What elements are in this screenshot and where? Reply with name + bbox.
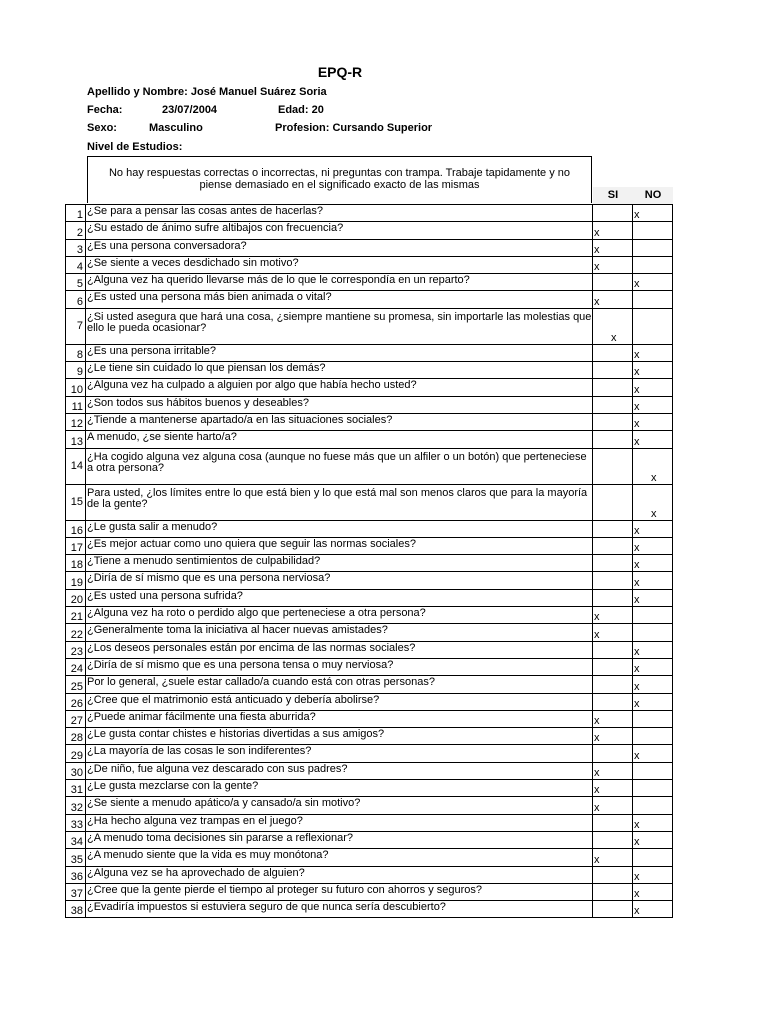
instructions-text: No hay respuestas correctas o incorrectas, ni preguntas con trampa. Trabaje tapidamente y no piense demasiado en el significado exacto de las mismas [108,167,571,191]
question-number: 31 [66,780,86,797]
edad-value: 20 [311,104,324,116]
table-row [66,379,673,396]
question-text: ¿Es usted una persona sufrida? [86,589,593,606]
answer-no-cell[interactable] [633,710,673,727]
question-number: 28 [66,728,86,745]
page-title: EPQ-R [317,64,363,80]
answer-no-cell[interactable] [633,693,673,710]
answer-no-mark: x [634,749,640,762]
question-text: ¿La mayoría de las cosas le son indiferentes? [86,745,593,762]
question-text: ¿A menudo siente que la vida es muy monótona? [86,849,593,866]
question-number: 37 [66,883,86,900]
answer-si-mark: x [594,243,600,256]
question-number: 2 [66,222,86,239]
table-row [66,256,673,273]
question-text: ¿Se siente a menudo apático/a y cansado/a sin motivo? [86,797,593,814]
answer-no-cell[interactable] [633,676,673,693]
answer-si-cell[interactable] [593,308,633,344]
question-number: 12 [66,413,86,430]
instructions-box [87,156,592,203]
answer-no-mark: x [634,418,640,431]
answer-no-cell[interactable] [633,413,673,430]
table-row [66,658,673,675]
answer-si-cell[interactable] [593,379,633,396]
question-text: ¿Se para a pensar las cosas antes de hacerlas? [86,205,593,222]
question-number: 36 [66,866,86,883]
question-text: ¿Le gusta salir a menudo? [86,520,593,537]
answer-no-cell[interactable] [633,239,673,256]
question-text: ¿Su estado de ánimo sufre altibajos con frecuencia? [86,222,593,239]
table-row [66,537,673,554]
edad-row [278,104,324,116]
answer-si-cell[interactable] [593,344,633,361]
answer-si-cell[interactable] [593,849,633,866]
question-text: A menudo, ¿se siente harto/a? [86,431,593,448]
answer-no-mark: x [634,697,640,710]
name-value: José Manuel Suárez Soria [190,86,327,98]
question-number: 29 [66,745,86,762]
name-row [87,86,327,98]
answer-si-mark: x [594,226,600,239]
answer-si-mark: x [594,628,600,641]
answer-si-cell[interactable] [593,901,633,918]
answer-si-mark: x [594,784,600,797]
question-text: ¿Alguna vez se ha aprovechado de alguien? [86,866,593,883]
answer-si-mark: x [594,611,600,624]
question-number: 8 [66,344,86,361]
table-row [66,396,673,413]
answer-no-cell[interactable] [633,537,673,554]
answer-no-cell[interactable] [633,901,673,918]
answer-no-cell[interactable] [633,205,673,222]
questions-table [65,204,673,918]
answer-si-mark: x [594,295,600,308]
answer-no-mark: x [634,542,640,555]
answer-no-mark: x [634,400,640,413]
question-number: 21 [66,607,86,624]
name-label: Apellido y Nombre: [87,86,188,98]
answer-no-cell[interactable] [633,745,673,762]
answer-no-cell[interactable] [633,572,673,589]
answer-no-mark: x [634,383,640,396]
answer-si-mark: x [594,261,600,274]
question-text: Por lo general, ¿suele estar callado/a cuando está con otras personas? [86,676,593,693]
answer-no-mark: x [634,435,640,448]
answer-si-mark: x [594,767,600,780]
answer-no-cell[interactable] [633,431,673,448]
answer-no-cell[interactable] [633,274,673,291]
profesion-value: Cursando Superior [332,122,433,134]
table-row [66,520,673,537]
estudios-label: Nivel de Estudios: [87,141,183,153]
si-column-header: SI [593,187,633,204]
answer-no-cell[interactable] [633,362,673,379]
answer-si-cell[interactable] [593,624,633,641]
question-number: 20 [66,589,86,606]
answer-no-mark: x [634,870,640,883]
answer-si-cell[interactable] [593,413,633,430]
question-number: 27 [66,710,86,727]
answer-no-mark: x [634,576,640,589]
question-text: ¿De niño, fue alguna vez descarado con sus padres? [86,762,593,779]
answer-si-mark: x [594,715,600,728]
question-text: ¿Alguna vez ha culpado a alguien por algo que había hecho usted? [86,379,593,396]
answer-no-mark: x [634,524,640,537]
question-number: 34 [66,831,86,848]
table-row [66,745,673,762]
question-number: 1 [66,205,86,222]
answer-si-cell[interactable] [593,431,633,448]
answer-si-cell[interactable] [593,814,633,831]
answer-no-mark: x [634,836,640,849]
answer-no-mark: x [634,594,640,607]
answer-si-cell[interactable] [593,710,633,727]
answer-no-cell[interactable] [633,291,673,308]
question-text: ¿Alguna vez ha roto o perdido algo que perteneciese a otra persona? [86,607,593,624]
question-text: ¿Ha hecho alguna vez trampas en el juego? [86,814,593,831]
question-number: 3 [66,239,86,256]
question-number: 18 [66,555,86,572]
sexo-value: Masculino [149,122,203,134]
table-row [66,780,673,797]
answer-si-cell[interactable] [593,396,633,413]
profesion-row [275,122,432,134]
answer-si-cell[interactable] [593,831,633,848]
table-row [66,849,673,866]
table-row [66,344,673,361]
table-row [66,728,673,745]
question-number: 24 [66,658,86,675]
question-text: ¿Evadiría impuestos si estuviera seguro de que nunca sería descubierto? [86,901,593,918]
table-row [66,448,673,484]
question-number: 9 [66,362,86,379]
answer-no-mark: x [651,507,657,520]
fecha-label: Fecha: [87,104,123,116]
table-row [66,797,673,814]
question-text: ¿Le gusta contar chistes e historias divertidas a sus amigos? [86,728,593,745]
table-row [66,814,673,831]
question-text: ¿Es usted una persona más bien animada o vital? [86,291,593,308]
answer-si-cell[interactable] [593,256,633,273]
sexo-label: Sexo: [87,122,117,134]
answer-si-cell[interactable] [593,274,633,291]
question-number: 19 [66,572,86,589]
answer-no-cell[interactable] [633,658,673,675]
question-text: ¿Son todos sus hábitos buenos y deseables? [86,396,593,413]
table-row [66,555,673,572]
answer-si-cell[interactable] [593,520,633,537]
answer-si-cell[interactable] [593,745,633,762]
question-text: ¿Puede animar fácilmente una fiesta aburrida? [86,710,593,727]
answer-no-mark: x [634,680,640,693]
table-row [66,624,673,641]
question-text: ¿A menudo toma decisiones sin pararse a reflexionar? [86,831,593,848]
question-number: 32 [66,797,86,814]
table-row [66,222,673,239]
answer-no-mark: x [634,278,640,291]
answer-si-cell[interactable] [593,676,633,693]
answer-si-cell[interactable] [593,607,633,624]
answer-no-cell[interactable] [633,222,673,239]
question-text: Para usted, ¿los límites entre lo que está bien y lo que está mal son menos claros que para la mayoría de la gente? [86,484,593,520]
answer-no-mark: x [634,209,640,222]
answer-no-cell[interactable] [633,883,673,900]
answer-si-mark: x [594,801,600,814]
answer-no-cell[interactable] [633,641,673,658]
question-number: 17 [66,537,86,554]
answer-no-cell[interactable] [633,780,673,797]
table-row [66,607,673,624]
question-text: ¿Diría de sí mismo que es una persona tensa o muy nerviosa? [86,658,593,675]
question-number: 5 [66,274,86,291]
answer-no-cell[interactable] [633,866,673,883]
answer-no-cell[interactable] [633,448,673,484]
table-row [66,676,673,693]
question-number: 38 [66,901,86,918]
question-number: 30 [66,762,86,779]
answer-si-cell[interactable] [593,641,633,658]
table-row [66,362,673,379]
answer-no-mark: x [634,559,640,572]
table-row [66,413,673,430]
question-text: ¿Alguna vez ha querido llevarse más de lo que le correspondía en un reparto? [86,274,593,291]
question-text: ¿Es una persona irritable? [86,344,593,361]
question-text: ¿Tiende a mantenerse apartado/a en las situaciones sociales? [86,413,593,430]
answer-no-cell[interactable] [633,831,673,848]
question-number: 7 [66,308,86,344]
question-text: ¿Diría de sí mismo que es una persona nerviosa? [86,572,593,589]
question-text: ¿Es mejor actuar como uno quiera que seguir las normas sociales? [86,537,593,554]
answer-no-cell[interactable] [633,256,673,273]
table-row [66,274,673,291]
answer-si-mark: x [594,732,600,745]
answer-no-mark: x [634,905,640,918]
question-number: 10 [66,379,86,396]
table-row [66,693,673,710]
answer-no-cell[interactable] [633,396,673,413]
answer-no-mark: x [634,888,640,901]
profesion-label: Profesion: [275,122,330,134]
table-row [66,883,673,900]
question-text: ¿Le gusta mezclarse con la gente? [86,780,593,797]
table-row [66,484,673,520]
answer-si-cell[interactable] [593,797,633,814]
question-text: ¿Cree que el matrimonio está anticuado y debería abolirse? [86,693,593,710]
answer-no-mark: x [651,471,657,484]
question-text: ¿Es una persona conversadora? [86,239,593,256]
table-row [66,589,673,606]
answer-no-cell[interactable] [633,797,673,814]
question-number: 14 [66,448,86,484]
answer-no-cell[interactable] [633,484,673,520]
question-number: 16 [66,520,86,537]
answer-si-cell[interactable] [593,762,633,779]
answer-si-cell[interactable] [593,866,633,883]
fecha-value: 23/07/2004 [162,104,218,116]
question-text: ¿Generalmente toma la iniciativa al hacer nuevas amistades? [86,624,593,641]
answer-si-cell[interactable] [593,658,633,675]
answer-si-mark: x [594,853,600,866]
answer-no-cell[interactable] [633,624,673,641]
answer-si-cell[interactable] [593,883,633,900]
answer-si-cell[interactable] [593,291,633,308]
answer-si-cell[interactable] [593,484,633,520]
answer-si-cell[interactable] [593,693,633,710]
answer-no-cell[interactable] [633,308,673,344]
question-text: ¿Tiene a menudo sentimientos de culpabilidad? [86,555,593,572]
table-row [66,831,673,848]
answer-si-cell[interactable] [593,572,633,589]
answer-si-cell[interactable] [593,728,633,745]
answer-no-cell[interactable] [633,344,673,361]
question-number: 11 [66,396,86,413]
answer-no-cell[interactable] [633,814,673,831]
answer-si-cell[interactable] [593,239,633,256]
question-text: ¿Le tiene sin cuidado lo que piensan los demás? [86,362,593,379]
table-row [66,308,673,344]
table-row [66,762,673,779]
answer-no-mark: x [634,818,640,831]
answer-si-cell[interactable] [593,780,633,797]
question-text: ¿Los deseos personales están por encima de las normas sociales? [86,641,593,658]
answer-no-mark: x [634,645,640,658]
edad-label: Edad: [278,104,309,116]
question-number: 26 [66,693,86,710]
table-row [66,431,673,448]
question-number: 33 [66,814,86,831]
question-text: ¿Cree que la gente pierde el tiempo al proteger su futuro con ahorros y seguros? [86,883,593,900]
question-text: ¿Si usted asegura que hará una cosa, ¿siempre mantiene su promesa, sin importarle las molestias que ello le pueda ocasionar? [86,308,593,344]
answer-no-mark: x [634,366,640,379]
table-row [66,866,673,883]
answer-no-cell[interactable] [633,849,673,866]
question-number: 22 [66,624,86,641]
question-text: ¿Ha cogido alguna vez alguna cosa (aunque no fuese más que un alfiler o un botón) que perteneciese a otra persona? [86,448,593,484]
answer-si-cell[interactable] [593,205,633,222]
question-text: ¿Se siente a veces desdichado sin motivo? [86,256,593,273]
question-number: 23 [66,641,86,658]
answer-no-mark: x [634,663,640,676]
table-row [66,291,673,308]
question-number: 15 [66,484,86,520]
question-number: 13 [66,431,86,448]
answer-no-cell[interactable] [633,762,673,779]
answer-no-cell[interactable] [633,379,673,396]
table-row [66,572,673,589]
question-number: 4 [66,256,86,273]
table-row [66,641,673,658]
answer-no-cell[interactable] [633,607,673,624]
question-number: 6 [66,291,86,308]
answer-no-cell[interactable] [633,555,673,572]
table-row [66,710,673,727]
answer-no-cell[interactable] [633,520,673,537]
answer-si-cell[interactable] [593,222,633,239]
no-column-header: NO [633,187,673,204]
table-row [66,239,673,256]
table-row [66,901,673,918]
answer-si-cell[interactable] [593,448,633,484]
answer-si-mark: x [611,331,617,344]
answer-si-cell[interactable] [593,555,633,572]
question-number: 25 [66,676,86,693]
answer-no-cell[interactable] [633,589,673,606]
answer-no-cell[interactable] [633,728,673,745]
question-number: 35 [66,849,86,866]
answer-si-cell[interactable] [593,362,633,379]
answer-si-cell[interactable] [593,589,633,606]
answer-no-mark: x [634,349,640,362]
table-row [66,205,673,222]
answer-si-cell[interactable] [593,537,633,554]
